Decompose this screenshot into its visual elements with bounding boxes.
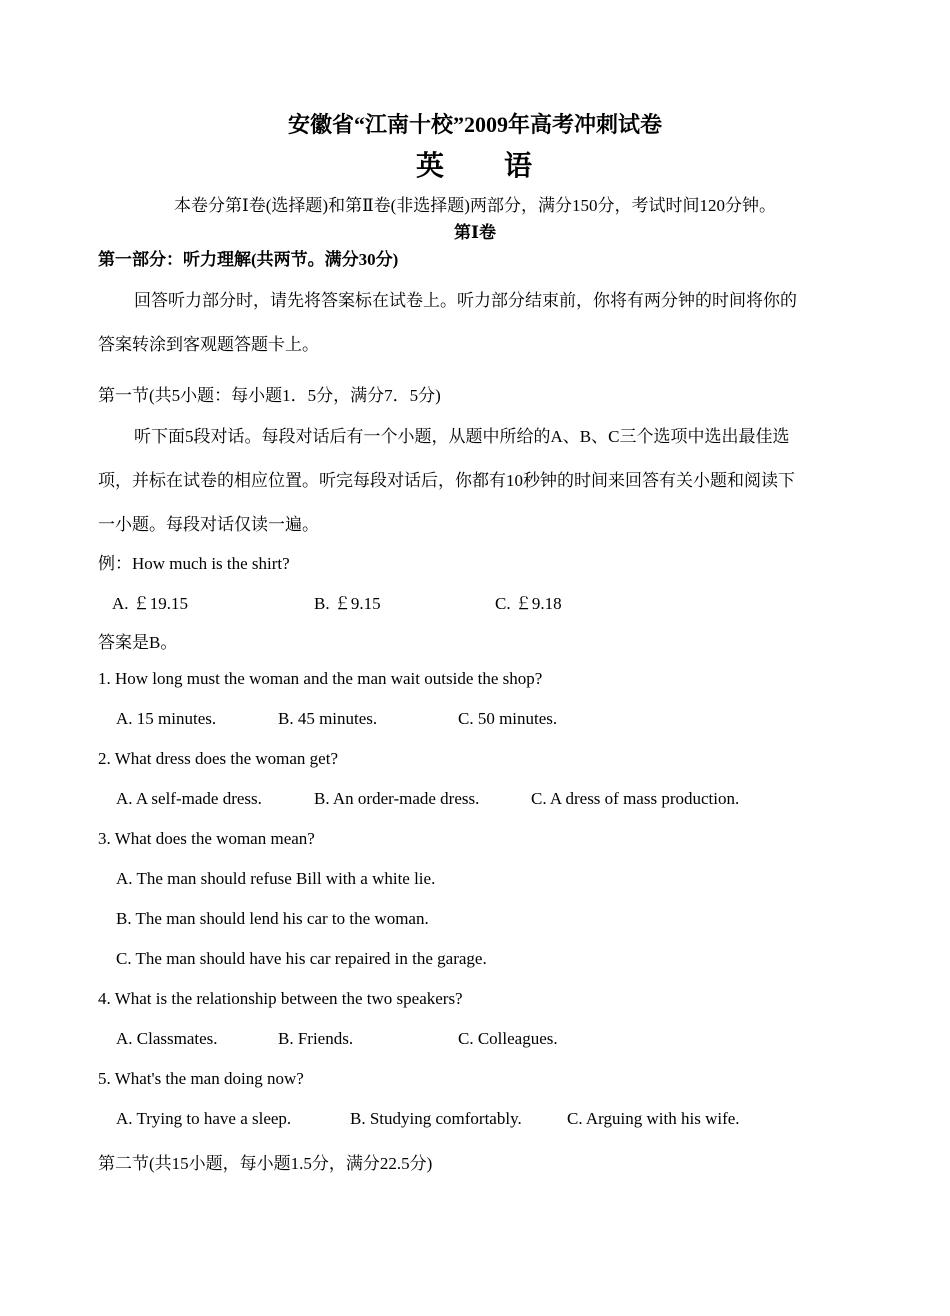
exam-intro: 本卷分第Ⅰ卷(选择题)和第Ⅱ卷(非选择题)两部分，满分150分，考试时间120分钟。	[174, 196, 776, 215]
example-question: 例：How much is the shirt?	[98, 554, 290, 573]
question-5-stem: 5. What's the man doing now?	[98, 1069, 304, 1088]
part1-instruction-line-2: 答案转涂到客观题答题卡上。	[98, 335, 319, 354]
part1-heading: 第一部分：听力理解(共两节。满分30分)	[98, 250, 399, 269]
question-3-option-c: C. The man should have his car repaired in the garage.	[116, 949, 487, 968]
question-5-option-a: A. Trying to have a sleep.	[116, 1109, 292, 1128]
question-5-option-b: B. Studying comfortably.	[350, 1109, 522, 1128]
subject-title	[0, 144, 950, 184]
part1-instruction-line-1: 回答听力部分时，请先将答案标在试卷上。听力部分结束前，你将有两分钟的时间将你的	[134, 291, 797, 310]
question-2-option-a: A. A self-made dress.	[116, 789, 262, 808]
exam-title: 安徽省“江南十校”2009年高考冲刺试卷	[287, 112, 662, 137]
question-4-option-c: C. Colleagues.	[458, 1029, 558, 1048]
question-3-stem: 3. What does the woman mean?	[98, 829, 315, 848]
question-3-option-b: B. The man should lend his car to the woman.	[116, 909, 429, 928]
example-option-a: A. ￡19.15	[112, 594, 189, 613]
section1-desc-line-3: 一小题。每段对话仅读一遍。	[98, 515, 319, 534]
question-1-option-a: A. 15 minutes.	[116, 709, 217, 728]
section1-heading: 第一节(共5小题：每小题1．5分，满分7．5分)	[98, 386, 441, 405]
question-1-option-b: B. 45 minutes.	[278, 709, 378, 728]
section2-heading: 第二节(共15小题，每小题1.5分，满分22.5分)	[98, 1154, 433, 1173]
question-4-option-a: A. Classmates.	[116, 1029, 218, 1048]
question-2-stem: 2. What dress does the woman get?	[98, 749, 338, 768]
question-1-stem: 1. How long must the woman and the man wait outside the shop?	[98, 669, 543, 688]
example-answer: 答案是B。	[98, 633, 178, 652]
question-4-stem: 4. What is the relationship between the two speakers?	[98, 989, 463, 1008]
question-1-option-c: C. 50 minutes.	[458, 709, 558, 728]
volume-label: 第Ⅰ卷	[454, 223, 496, 242]
subject-char-2: 语	[504, 151, 535, 182]
question-3-option-a: A. The man should refuse Bill with a white lie.	[116, 869, 436, 888]
question-4-option-b: B. Friends.	[278, 1029, 354, 1048]
section1-desc-line-1: 听下面5段对话。每段对话后有一个小题，从题中所给的A、B、C三个选项中选出最佳选	[134, 427, 790, 446]
question-2-option-b: B. An order-made dress.	[314, 789, 480, 808]
example-option-c: C. ￡9.18	[495, 594, 562, 613]
example-option-b: B. ￡9.15	[314, 594, 381, 613]
question-2-option-c: C. A dress of mass production.	[531, 789, 740, 808]
question-5-option-c: C. Arguing with his wife.	[567, 1109, 740, 1128]
section1-desc-line-2: 项，并标在试卷的相应位置。听完每段对话后，你都有10秒钟的时间来回答有关小题和阅读下	[98, 471, 795, 490]
subject-char-1: 英	[415, 151, 446, 182]
